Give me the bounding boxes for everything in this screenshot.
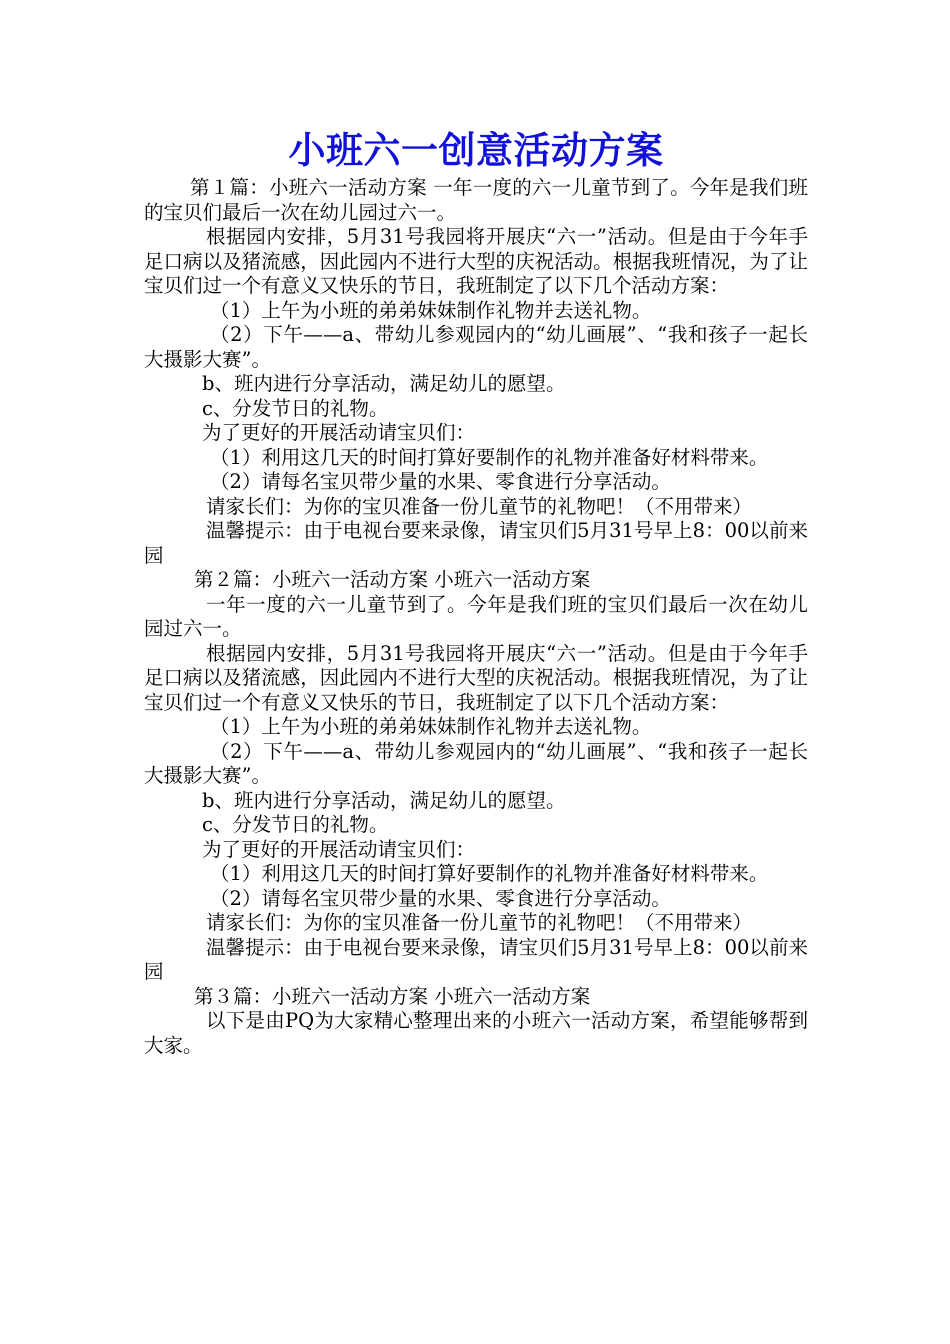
paragraph: 为了更好的开展活动请宝贝们： (202, 421, 476, 444)
paragraph: 第３篇：小班六一活动方案 小班六一活动方案 (194, 984, 591, 1008)
paragraph: （2）请每名宝贝带少量的水果、零食进行分享活动。 (210, 470, 671, 493)
paragraph: （1）利用这几天的时间打算好要制作的礼物并准备好材料带来。 (210, 445, 769, 469)
document-body (144, 176, 808, 1058)
paragraph: c、分发节日的礼物。 (202, 396, 389, 420)
paragraph: c、分发节日的礼物。 (202, 813, 389, 836)
paragraph: 为了更好的开展活动请宝贝们： (202, 837, 476, 861)
paragraph: 第１篇：小班六一活动方案 一年一度的六一儿童节到了。今年是我们班的宝贝们最后一次在幼儿园过六一。 (144, 176, 808, 224)
paragraph: （1）上午为小班的弟弟妹妹制作礼物并去送礼物。 (210, 298, 652, 322)
paragraph: b、班内进行分享活动，满足幼儿的愿望。 (202, 372, 566, 395)
paragraph: （2）下午——a、带幼儿参观园内的“幼儿画展”、“我和孩子一起长大摄影大赛”。 (144, 323, 808, 371)
document-title: 小班六一创意活动方案 (288, 129, 664, 172)
paragraph: 第２篇：小班六一活动方案 小班六一活动方案 (194, 568, 591, 591)
paragraph: 请家长们：为你的宝贝准备一份儿童节的礼物吧！（不用带来） (206, 494, 753, 518)
paragraph: 温馨提示：由于电视台要来录像，请宝贝们5月31号早上8：00以前来园 (144, 935, 808, 983)
paragraph: b、班内进行分享活动，满足幼儿的愿望。 (202, 788, 566, 812)
document-page (144, 126, 808, 1058)
paragraph: 根据园内安排，5月31号我园将开展庆“六一”活动。但是由于今年手足口病以及猪流感，因此园内不进行大型的庆祝活动。根据我班情况，为了让宝贝们过一个有意义又快乐的节日，我班制定了以下几个活动方案： (144, 225, 808, 297)
paragraph: 以下是由PQ为大家精心整理出来的小班六一活动方案，希望能够帮到大家。 (144, 1009, 808, 1057)
paragraph: （1）上午为小班的弟弟妹妹制作礼物并去送礼物。 (210, 715, 652, 738)
paragraph: （2）下午——a、带幼儿参观园内的“幼儿画展”、“我和孩子一起长大摄影大赛”。 (144, 739, 808, 787)
paragraph: （2）请每名宝贝带少量的水果、零食进行分享活动。 (210, 886, 671, 910)
paragraph: 温馨提示：由于电视台要来录像，请宝贝们5月31号早上8：00以前来园 (144, 519, 808, 567)
paragraph: 请家长们：为你的宝贝准备一份儿童节的礼物吧！（不用带来） (206, 911, 753, 934)
paragraph: 一年一度的六一儿童节到了。今年是我们班的宝贝们最后一次在幼儿园过六一。 (144, 592, 808, 640)
paragraph: 根据园内安排，5月31号我园将开展庆“六一”活动。但是由于今年手足口病以及猪流感，因此园内不进行大型的庆祝活动。根据我班情况，为了让宝贝们过一个有意义又快乐的节日，我班制定了以下几个活动方案： (144, 641, 808, 714)
paragraph: （1）利用这几天的时间打算好要制作的礼物并准备好材料带来。 (210, 862, 769, 885)
